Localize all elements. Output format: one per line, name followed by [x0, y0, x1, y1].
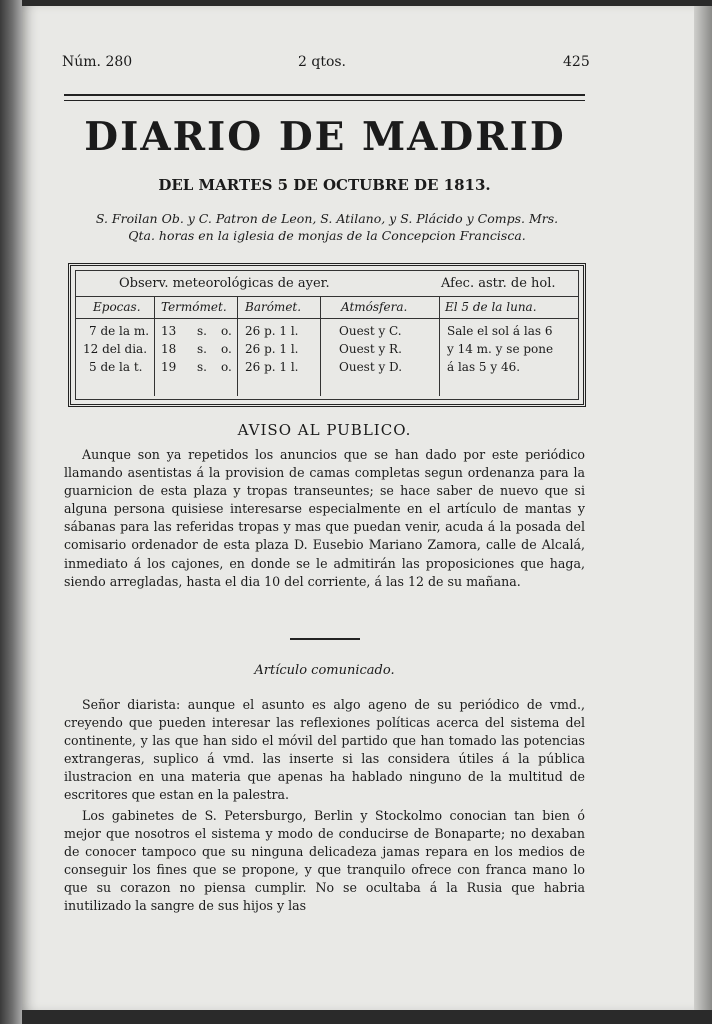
- row-baro: 26 p. 1 l.: [245, 360, 299, 374]
- row-term: 18: [161, 342, 177, 356]
- col-divider-4: [439, 296, 440, 396]
- issue-price: 2 qtos.: [298, 54, 347, 70]
- weather-rule-2: [75, 318, 579, 319]
- row-term: 13: [161, 324, 177, 338]
- page-number: 425: [563, 54, 590, 70]
- col-divider-2: [237, 296, 238, 396]
- masthead-title: DIARIO DE MADRID: [84, 114, 566, 160]
- articulo-paragraph-2: Los gabinetes de S. Petersburgo, Berlin y Stockolmo conocian tan bien ó mejor que nosotros el sistema y modo de conducirse de Bonaparte; no dexaban de conocer tampoco que su ninguna delicadeza jamas repara en los medios de conseguir los fines que se propone, y que tranquilo ofrece con franca mano lo que su corazon no piensa cumplir. No se ocultaba á la Rusia que habria inutilizado la sangre de sus hijos y las: [64, 808, 585, 914]
- row-baro: 26 p. 1 l.: [245, 342, 299, 356]
- row-atm: Ouest y D.: [339, 360, 403, 374]
- weather-heading-right: Afec. astr. de hol.: [441, 276, 556, 291]
- col-divider-1: [154, 296, 155, 396]
- row-o: o.: [221, 360, 232, 374]
- top-rule: [64, 94, 585, 96]
- row-epoca: 12 del dia.: [83, 342, 148, 356]
- book-spine: [0, 0, 22, 1024]
- row-atm: Ouest y R.: [339, 342, 402, 356]
- weather-table: [68, 263, 586, 407]
- row-s: s.: [197, 360, 207, 374]
- top-rule-thin: [64, 100, 585, 101]
- col-atmosfera: Atmósfera.: [341, 300, 408, 314]
- row-term: 19: [161, 360, 177, 374]
- row-o: o.: [221, 342, 232, 356]
- newspaper-page: [22, 6, 694, 1010]
- row-atm: Ouest y C.: [339, 324, 402, 338]
- articulo-paragraph-1: Señor diarista: aunque el asunto es algo ageno de su periódico de vmd., creyendo que pueden interesar las reflexiones políticas acerca del sistema del continente, y las que han sido el móvil del partido que han tomado las potencias extrangeras, suplico á vmd. las inserte si las considera útiles á la pública ilustracion en una materia que apenas ha hablado ninguno de la multitud de escritores que estan en la palestra.: [64, 697, 585, 803]
- luna-line-3: á las 5 y 46.: [447, 360, 521, 374]
- luna-line-2: y 14 m. y se pone: [447, 342, 554, 356]
- page-edge: [694, 6, 712, 1010]
- issue-date: DEL MARTES 5 DE OCTUBRE DE 1813.: [158, 176, 491, 194]
- col-epocas: Epocas.: [93, 300, 141, 314]
- issue-number: Núm. 280: [62, 54, 133, 70]
- row-epoca: 5 de la t.: [89, 360, 143, 374]
- weather-rule-1: [75, 296, 579, 297]
- row-s: s.: [197, 324, 207, 338]
- row-s: s.: [197, 342, 207, 356]
- col-divider-3: [320, 296, 321, 396]
- aviso-paragraph: Aunque son ya repetidos los anuncios que se han dado por este periódico llamando asentistas á la provision de camas completas segun ordenanza para la guarnicion de esta plaza y tropas transeuntes; se hace saber de nuevo que si alguna persona quisiese interesarse especialmente en el artículo de mantas y sábanas para las referidas tropas y mas que puedan venir, acuda á la posada del comisario ordenador de esta plaza D. Eusebio Mariano Zamora, calle de Alcalá, inmediato á los cajones, en donde se le admitirán las proposiciones que haga, siendo arregladas, hasta el dia 10 del corriente, á las 12 de su mañana.: [64, 447, 585, 589]
- aviso-heading: AVISO AL PUBLICO.: [237, 421, 412, 439]
- row-baro: 26 p. 1 l.: [245, 324, 299, 338]
- col-barometro: Barómet.: [245, 300, 302, 314]
- articulo-heading: Artículo comunicado.: [254, 663, 395, 678]
- saints-line-2: Qta. horas en la iglesia de monjas de la Concepcion Francisca.: [128, 228, 526, 243]
- section-divider: [290, 638, 360, 640]
- saints-line-1: S. Froilan Ob. y C. Patron de Leon, S. Atilano, y S. Plácido y Comps. Mrs.: [95, 211, 559, 226]
- col-termometro: Termómet.: [161, 300, 227, 314]
- col-luna: El 5 de la luna.: [445, 300, 537, 314]
- weather-heading-left: Observ. meteorológicas de ayer.: [119, 276, 330, 291]
- row-epoca: 7 de la m.: [89, 324, 150, 338]
- row-o: o.: [221, 324, 232, 338]
- luna-line-1: Sale el sol á las 6: [447, 324, 553, 338]
